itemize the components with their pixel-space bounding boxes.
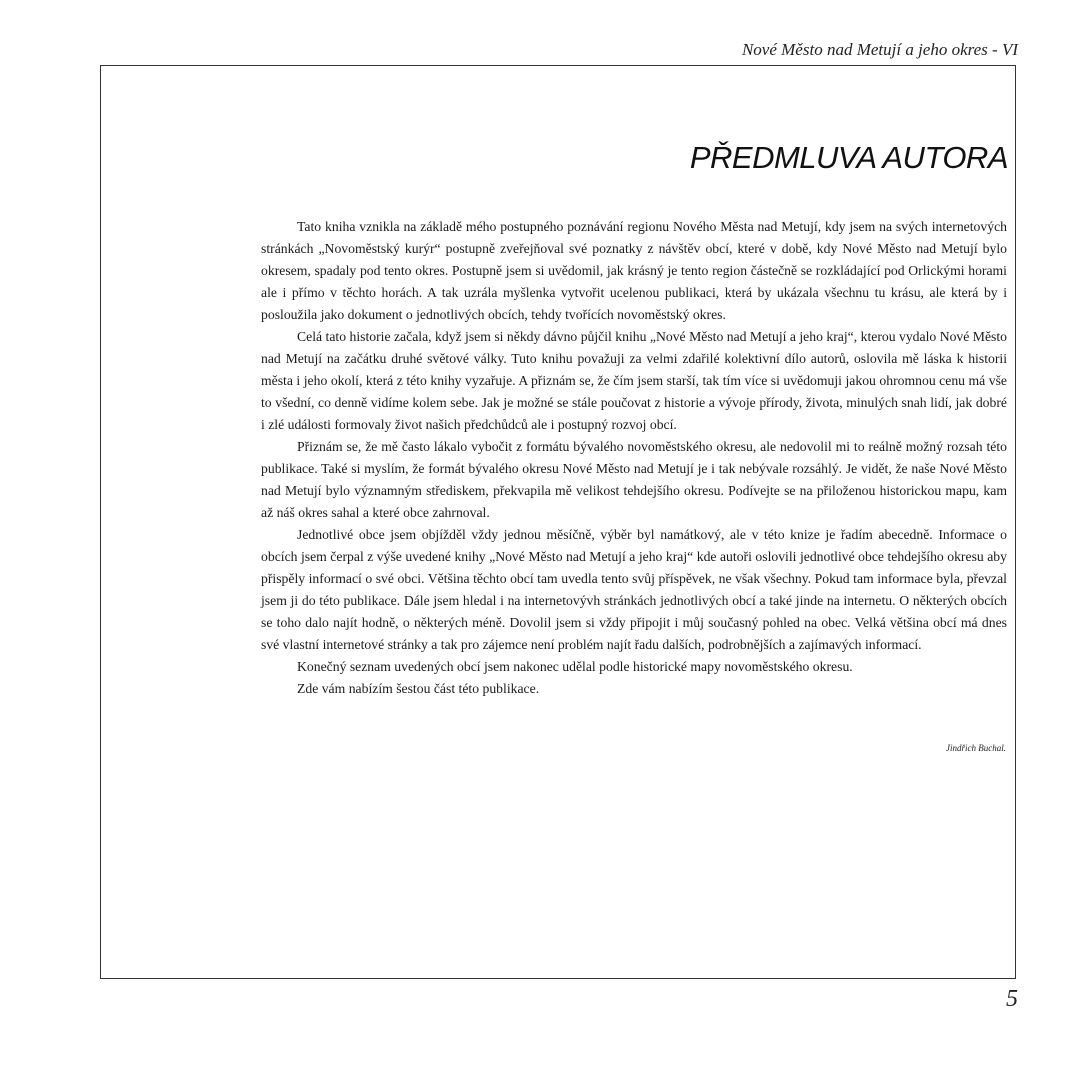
- paragraph: Celá tato historie začala, když jsem si někdy dávno půjčil knihu „Nové Město nad Metují a jeho kraj“, kterou vydalo Nové Město nad Metují na začátku druhé světové války. Tuto knihu považuji za velmi zdařilé kolektivní dílo autorů, oslovila mě láska k historii města i jeho okolí, která z této knihy vyzařuje. A přiznám se, že čím jsem starší, tak tím více si uvědomuji jakou ohromnou cenu má vše to všední, co denně vidíme kolem sebe. Jak je možné se stále poučovat z historie a vývoje přírody, života, minulých snah lidí, jak dobré i zlé události formovaly život našich předchůdců ale i postupný rozvoj obcí.: [261, 329, 1007, 432]
- paragraph: Tato kniha vznikla na základě mého postupného poznávání regionu Nového Města nad Metují, kdy jsem na svých internetových stránkách „Novoměstský kurýr“ postupně zveřejňoval své poznatky z návštěv obcí, které v době, kdy Nové Město nad Metují bylo okresem, spadaly pod tento okres. Postupně jsem si uvědomil, jak krásný je tento region částečně se rozkládající pod Orlickými horami ale i přímo v těchto horách. A tak uzrála myšlenka vytvořit ucelenou publikaci, která by ukázala všechnu tu krásu, ale která by i posloužila jako dokument o jednotlivých obcích, tehdy tvořících novoměstský okres.: [261, 219, 1007, 322]
- page-number: 5: [1006, 986, 1018, 1012]
- paragraph: Jednotlivé obce jsem objížděl vždy jednou měsíčně, výběr byl namátkový, ale v této knize je řadím abecedně. Informace o obcích jsem čerpal z výše uvedené knihy „Nové Město nad Metují a jeho kraj“ kde autoři oslovili jednotlivé obce tehdejšího okresu aby přispěly informací o své obci. Většina těchto obcí tam uvedla tento svůj příspěvek, ne však všechny. Pokud tam informace byla, převzal jsem ji do této publikace. Dále jsem hledal i na internetovývh stránkách jednotlivých obcí a také jinde na internetu. O některých obcích se toho dalo najít hodně, o některých méně. Dovolil jsem si vždy připojit i můj současný pohled na obec. Velká většina obcí má dnes své vlastní internetové stránky a tak pro zájemce není problém najít řadu dalších, podrobnějších a zajímavých informací.: [261, 527, 1007, 652]
- author-signature: Jindřich Buchal.: [946, 743, 1006, 753]
- paragraph: Zde vám nabízím šestou část této publikace.: [297, 681, 540, 696]
- preface-body: [261, 216, 1007, 700]
- running-header: Nové Město nad Metují a jeho okres - VI: [741, 40, 1018, 59]
- chapter-title: PŘEDMLUVA AUTORA: [689, 140, 1008, 175]
- paragraph: Konečný seznam uvedených obcí jsem nakonec udělal podle historické mapy novoměstského okresu.: [297, 659, 853, 674]
- paragraph: Přiznám se, že mě často lákalo vybočit z formátu bývalého novoměstského okresu, ale nedovolil mi to reálně možný rozsah této publikace. Také si myslím, že formát bývalého okresu Nové Město nad Metují je i tak nebývale rozsáhlý. Je vidět, že naše Nové Město nad Metují bylo významným střediskem, překvapila mě velikost tehdejšího okresu. Podívejte se na přiloženou historickou mapu, kam až náš okres sahal a které obce zahrnoval.: [261, 439, 1007, 520]
